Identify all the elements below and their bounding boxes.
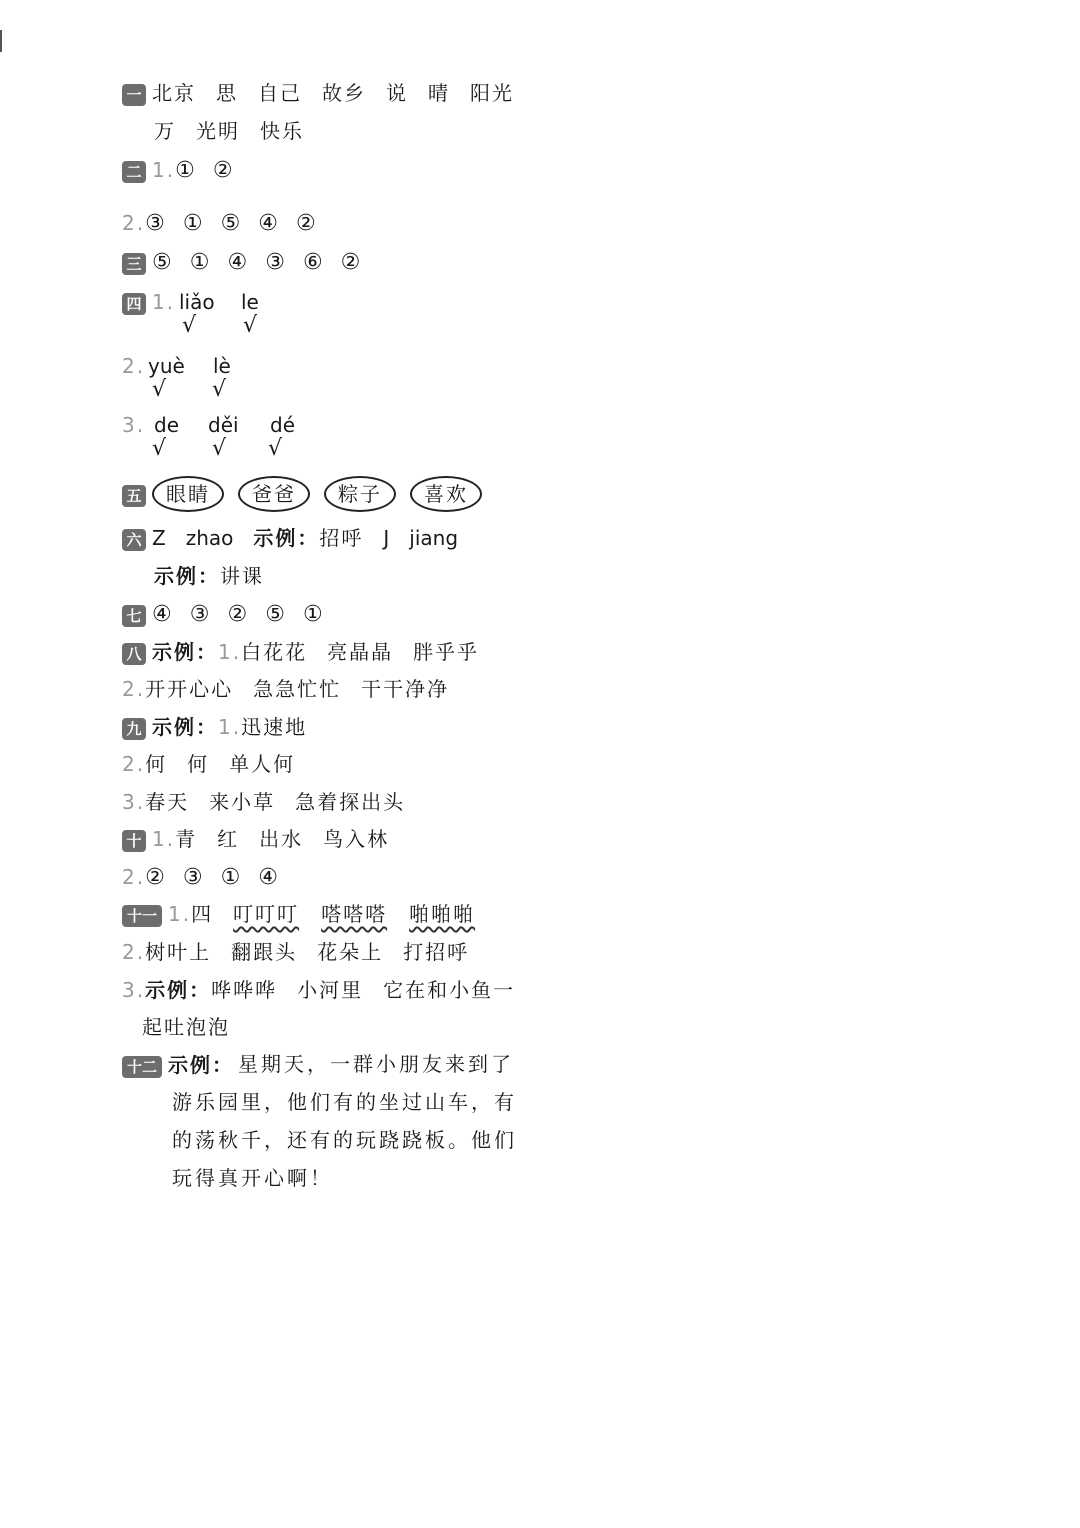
q1-answer: 快乐 [260,119,304,143]
section-badge-8: 八 [122,643,146,665]
part-number: 2. [122,677,146,701]
example-label: 示例： [145,978,212,1002]
section-badge-12: 十二 [122,1056,162,1078]
q9-part2 [122,751,315,777]
wavy-underlined-word: 叮叮叮 [233,902,300,926]
q4-pinyin: le [241,290,259,314]
q4-pinyin: liǎo [179,290,215,314]
section-badge-6: 六 [122,529,146,551]
q7-answer: ③ [189,602,212,627]
q3-line [122,249,378,276]
check-mark: √ [182,313,197,338]
q1-line2 [154,118,324,144]
q10-part1 [122,826,409,852]
circled-word: 粽子 [324,476,396,512]
q10-answer: 鸟入林 [323,827,390,851]
part-number: 2. [122,211,146,235]
q4-pinyin: de [154,413,179,437]
q1-answer: 万 [154,119,176,143]
q2-answer: ③ [145,211,167,236]
q7-answer: ① [302,602,325,627]
section-badge-4: 四 [122,293,146,315]
part-number: 3. [122,413,146,437]
q9-answer: 何 [187,752,210,776]
q9-answer: 迅速地 [241,715,308,739]
q11-answer: 起吐泡泡 [142,1015,230,1039]
q7-line [122,601,341,628]
q10-answer: ① [220,865,243,890]
check-mark: √ [152,436,167,461]
q9-answer: 单人何 [229,752,296,776]
part-number: 1. [168,902,192,926]
q9-part1 [122,714,307,740]
q6-line2 [154,563,264,589]
part-number: 2. [122,865,146,889]
circled-word: 喜欢 [410,476,482,512]
check-mark: √ [243,313,258,338]
q10-part2 [122,864,296,891]
q9-answer: 春天 [145,790,190,814]
q10-answer: ② [145,865,167,890]
example-label: 示例： [152,640,218,664]
part-number: 1. [152,158,176,182]
q1-line1 [122,80,534,106]
q11-part1 [122,901,497,927]
example-label: 示例： [152,715,218,739]
q12-paragraph: 星期天，一群小朋友来到了游乐园里，他们有的坐过山车，有的荡秋千，还有的玩跷跷板。他们玩得真开心啊！ [172,1052,517,1190]
q1-answer: 思 [216,81,238,105]
part-number: 2. [122,752,146,776]
part-number: 1. [152,290,176,314]
q3-answer: ① [189,250,212,275]
section-badge-3: 三 [122,253,146,275]
q1-answer: 自己 [258,81,302,105]
circled-word: 爸爸 [238,476,310,512]
q8-part1 [122,639,499,665]
q11-answer: 花朵上 [317,940,384,964]
q3-answer: ② [340,250,363,275]
q6-word: 招呼 [319,526,364,550]
section-badge-5: 五 [122,485,146,507]
q7-answer: ② [227,602,250,627]
q8-part2 [122,676,469,702]
q3-answer: ⑥ [302,250,325,275]
example-label: 示例： [253,526,320,550]
q11-answer: 小河里 [297,978,364,1002]
q8-answer: 开开心心 [145,677,234,701]
q11-part2 [122,939,489,965]
q11-answer: 翻跟头 [231,940,298,964]
q10-answer: ③ [182,865,205,890]
q10-answer: 青 [175,827,198,851]
page-edge-mark [0,30,5,52]
q11-answer: 它在和小鱼一 [383,978,516,1002]
check-mark: √ [212,436,227,461]
q3-answer: ④ [227,250,250,275]
part-number: 3. [122,790,146,814]
q9-answer: 来小草 [209,790,276,814]
q2-answer: ⑤ [220,211,243,236]
q6-pinyin: jiang [409,526,459,550]
q1-answer: 晴 [428,81,450,105]
section-badge-1: 一 [122,84,146,106]
q5-line [122,476,496,512]
q2-part1 [122,157,251,184]
q1-answer: 光明 [196,119,240,143]
q6-word: 讲课 [220,564,264,588]
q11-answer: 哗哗哗 [211,978,278,1002]
check-mark: √ [212,377,227,402]
q6-letter: Z [152,526,166,550]
example-label: 示例： [154,564,220,588]
q11-part3 [122,977,515,1003]
part-number: 1. [152,827,176,851]
q2-part2 [122,210,334,237]
q1-answer: 阳光 [470,81,514,105]
q8-answer: 亮晶晶 [327,640,394,664]
q10-answer: ④ [258,865,281,890]
q4-pinyin: dé [270,413,295,437]
part-number: 1. [218,640,242,664]
q2-answer: ② [296,211,318,236]
q3-answer: ③ [265,250,287,275]
section-badge-7: 七 [122,605,146,627]
q11-answer: 四 [191,902,214,926]
q9-answer: 急着探出头 [295,790,406,814]
check-mark: √ [268,436,283,461]
wavy-underlined-word: 嗒嗒嗒 [321,902,388,926]
q8-answer: 胖乎乎 [413,640,480,664]
q1-answer: 故乡 [322,81,366,105]
q4-pinyin: děi [208,413,239,437]
q8-answer: 急急忙忙 [253,677,342,701]
q2-answer: ① [175,158,197,183]
part-number: 1. [218,715,242,739]
q3-answer: ⑤ [152,250,174,275]
q9-answer: 何 [145,752,168,776]
q8-answer: 白花花 [241,640,308,664]
q10-answer: 红 [217,827,240,851]
part-number: 3. [122,978,146,1002]
q7-answer: ④ [152,602,174,627]
q6-letter: J [383,526,390,550]
section-badge-9: 九 [122,718,146,740]
q4-pinyin: yuè [148,354,185,378]
part-number: 2. [122,940,146,964]
q2-answer: ④ [258,211,281,236]
q11-part3-cont [142,1014,230,1040]
q8-answer: 干干净净 [361,677,450,701]
q9-part3 [122,789,425,815]
example-label: 示例： [168,1053,234,1077]
part-number: 2. [122,354,146,378]
q11-answer: 树叶上 [145,940,212,964]
q6-pinyin: zhao [185,526,234,550]
wavy-underlined-word: 啪啪啪 [409,902,476,926]
check-mark: √ [152,377,167,402]
q1-answer: 北京 [152,81,196,105]
q11-answer: 打招呼 [403,940,470,964]
section-badge-10: 十 [122,830,146,852]
q2-answer: ② [212,158,235,183]
circled-word: 眼睛 [152,476,224,512]
q4-part1 [122,289,175,315]
section-badge-11: 十一 [122,905,162,927]
q10-answer: 出水 [259,827,304,851]
q2-answer: ① [182,211,205,236]
q1-answer: 说 [386,81,408,105]
q4-pinyin: lè [213,354,231,378]
q6-line1 [122,525,458,551]
q7-answer: ⑤ [265,602,287,627]
section-badge-2: 二 [122,161,146,183]
